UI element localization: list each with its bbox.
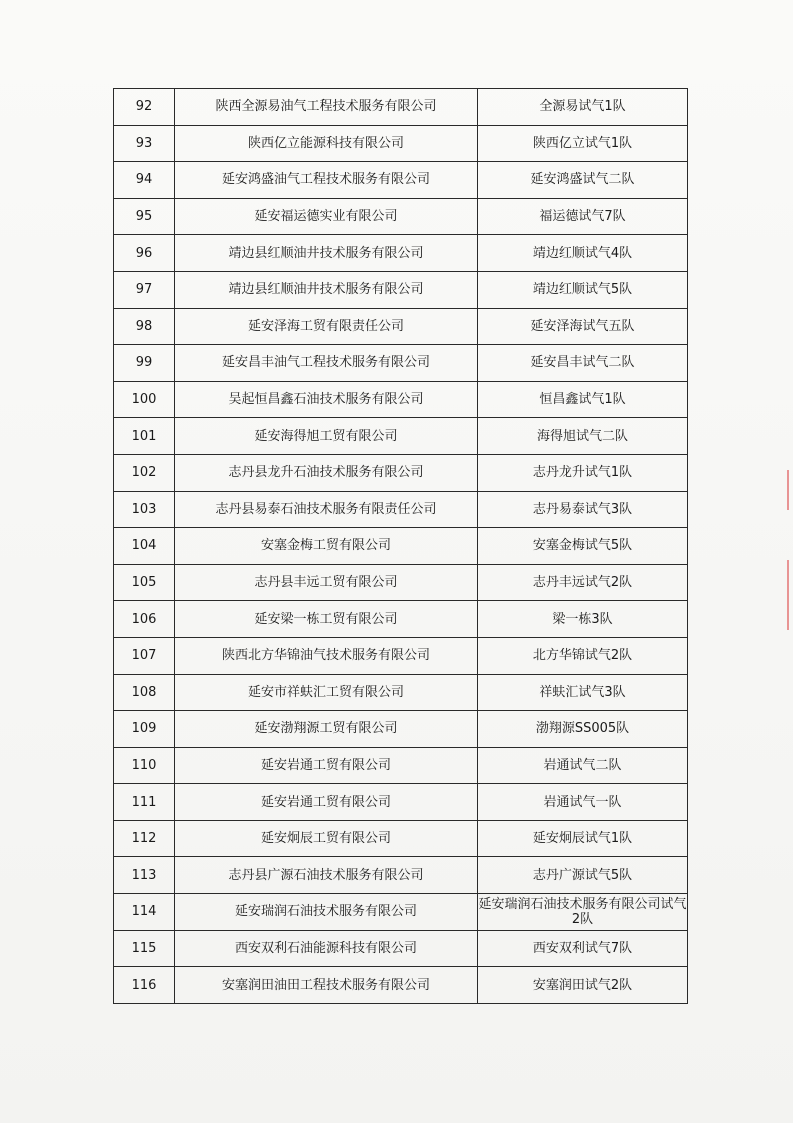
team-name: 陕西亿立试气1队 xyxy=(478,125,688,162)
row-number: 107 xyxy=(114,637,175,674)
table-row xyxy=(114,747,688,784)
team-name: 恒昌鑫试气1队 xyxy=(478,381,688,418)
company-name: 吴起恒昌鑫石油技术服务有限公司 xyxy=(175,381,478,418)
team-name: 梁一栋3队 xyxy=(478,601,688,638)
row-number: 103 xyxy=(114,491,175,528)
company-name: 安塞润田油田工程技术服务有限公司 xyxy=(175,967,478,1004)
company-name: 延安市祥蚨汇工贸有限公司 xyxy=(175,674,478,711)
row-number: 114 xyxy=(114,894,175,931)
company-name: 延安福运德实业有限公司 xyxy=(175,198,478,235)
company-name: 陕西亿立能源科技有限公司 xyxy=(175,125,478,162)
table-row xyxy=(114,454,688,491)
table-row xyxy=(114,820,688,857)
table-row xyxy=(114,308,688,345)
row-number: 108 xyxy=(114,674,175,711)
company-name: 志丹县广源石油技术服务有限公司 xyxy=(175,857,478,894)
team-name: 志丹易泰试气3队 xyxy=(478,491,688,528)
company-name: 志丹县丰远工贸有限公司 xyxy=(175,564,478,601)
row-number: 92 xyxy=(114,89,175,126)
table-row xyxy=(114,637,688,674)
table-row xyxy=(114,601,688,638)
row-number: 99 xyxy=(114,345,175,382)
table-row xyxy=(114,857,688,894)
team-name: 志丹广源试气5队 xyxy=(478,857,688,894)
row-number: 94 xyxy=(114,162,175,199)
row-number: 106 xyxy=(114,601,175,638)
table-row xyxy=(114,967,688,1004)
company-name: 延安昌丰油气工程技术服务有限公司 xyxy=(175,345,478,382)
row-number: 102 xyxy=(114,454,175,491)
company-name: 延安鸿盛油气工程技术服务有限公司 xyxy=(175,162,478,199)
table-row xyxy=(114,564,688,601)
team-name: 海得旭试气二队 xyxy=(478,418,688,455)
table-row xyxy=(114,381,688,418)
row-number: 93 xyxy=(114,125,175,162)
team-name: 延安炯辰试气1队 xyxy=(478,820,688,857)
table-row xyxy=(114,198,688,235)
row-number: 101 xyxy=(114,418,175,455)
table-row xyxy=(114,162,688,199)
company-name: 安塞金梅工贸有限公司 xyxy=(175,528,478,565)
team-name: 志丹丰远试气2队 xyxy=(478,564,688,601)
company-name: 延安岩通工贸有限公司 xyxy=(175,784,478,821)
table-row xyxy=(114,125,688,162)
team-name: 福运德试气7队 xyxy=(478,198,688,235)
table-row xyxy=(114,271,688,308)
row-number: 100 xyxy=(114,381,175,418)
table-row xyxy=(114,930,688,967)
row-number: 113 xyxy=(114,857,175,894)
company-name: 靖边县红顺油井技术服务有限公司 xyxy=(175,271,478,308)
team-name: 渤翔源SS005队 xyxy=(478,711,688,748)
table-row xyxy=(114,528,688,565)
scan-artifact xyxy=(787,470,789,510)
team-name: 祥蚨汇试气3队 xyxy=(478,674,688,711)
team-name: 延安昌丰试气二队 xyxy=(478,345,688,382)
row-number: 97 xyxy=(114,271,175,308)
table-row xyxy=(114,491,688,528)
row-number: 112 xyxy=(114,820,175,857)
row-number: 115 xyxy=(114,930,175,967)
row-number: 110 xyxy=(114,747,175,784)
company-name: 延安海得旭工贸有限公司 xyxy=(175,418,478,455)
row-number: 105 xyxy=(114,564,175,601)
team-name: 岩通试气二队 xyxy=(478,747,688,784)
team-name: 北方华锦试气2队 xyxy=(478,637,688,674)
team-name: 延安瑞润石油技术服务有限公司试气2队 xyxy=(478,894,688,931)
table-row xyxy=(114,418,688,455)
team-roster-body xyxy=(114,89,688,1004)
company-name: 延安炯辰工贸有限公司 xyxy=(175,820,478,857)
team-name: 全源易试气1队 xyxy=(478,89,688,126)
row-number: 104 xyxy=(114,528,175,565)
row-number: 116 xyxy=(114,967,175,1004)
company-name: 延安泽海工贸有限责任公司 xyxy=(175,308,478,345)
company-name: 志丹县龙升石油技术服务有限公司 xyxy=(175,454,478,491)
team-name: 安塞润田试气2队 xyxy=(478,967,688,1004)
table-row xyxy=(114,784,688,821)
table-row xyxy=(114,89,688,126)
row-number: 98 xyxy=(114,308,175,345)
company-name: 延安渤翔源工贸有限公司 xyxy=(175,711,478,748)
company-name: 靖边县红顺油井技术服务有限公司 xyxy=(175,235,478,272)
company-name: 西安双利石油能源科技有限公司 xyxy=(175,930,478,967)
team-name: 安塞金梅试气5队 xyxy=(478,528,688,565)
scan-artifact xyxy=(787,560,789,630)
company-name: 陕西北方华锦油气技术服务有限公司 xyxy=(175,637,478,674)
team-name: 延安鸿盛试气二队 xyxy=(478,162,688,199)
row-number: 111 xyxy=(114,784,175,821)
team-roster-table xyxy=(113,88,688,1004)
row-number: 95 xyxy=(114,198,175,235)
company-name: 延安岩通工贸有限公司 xyxy=(175,747,478,784)
row-number: 109 xyxy=(114,711,175,748)
table-row xyxy=(114,894,688,931)
table-row xyxy=(114,674,688,711)
team-name: 靖边红顺试气4队 xyxy=(478,235,688,272)
team-name: 西安双利试气7队 xyxy=(478,930,688,967)
row-number: 96 xyxy=(114,235,175,272)
team-name: 岩通试气一队 xyxy=(478,784,688,821)
company-name: 志丹县易泰石油技术服务有限责任公司 xyxy=(175,491,478,528)
team-name: 志丹龙升试气1队 xyxy=(478,454,688,491)
team-name: 靖边红顺试气5队 xyxy=(478,271,688,308)
company-name: 陕西全源易油气工程技术服务有限公司 xyxy=(175,89,478,126)
table-row xyxy=(114,345,688,382)
company-name: 延安瑞润石油技术服务有限公司 xyxy=(175,894,478,931)
company-name: 延安梁一栋工贸有限公司 xyxy=(175,601,478,638)
team-name: 延安泽海试气五队 xyxy=(478,308,688,345)
table-row xyxy=(114,711,688,748)
table-row xyxy=(114,235,688,272)
